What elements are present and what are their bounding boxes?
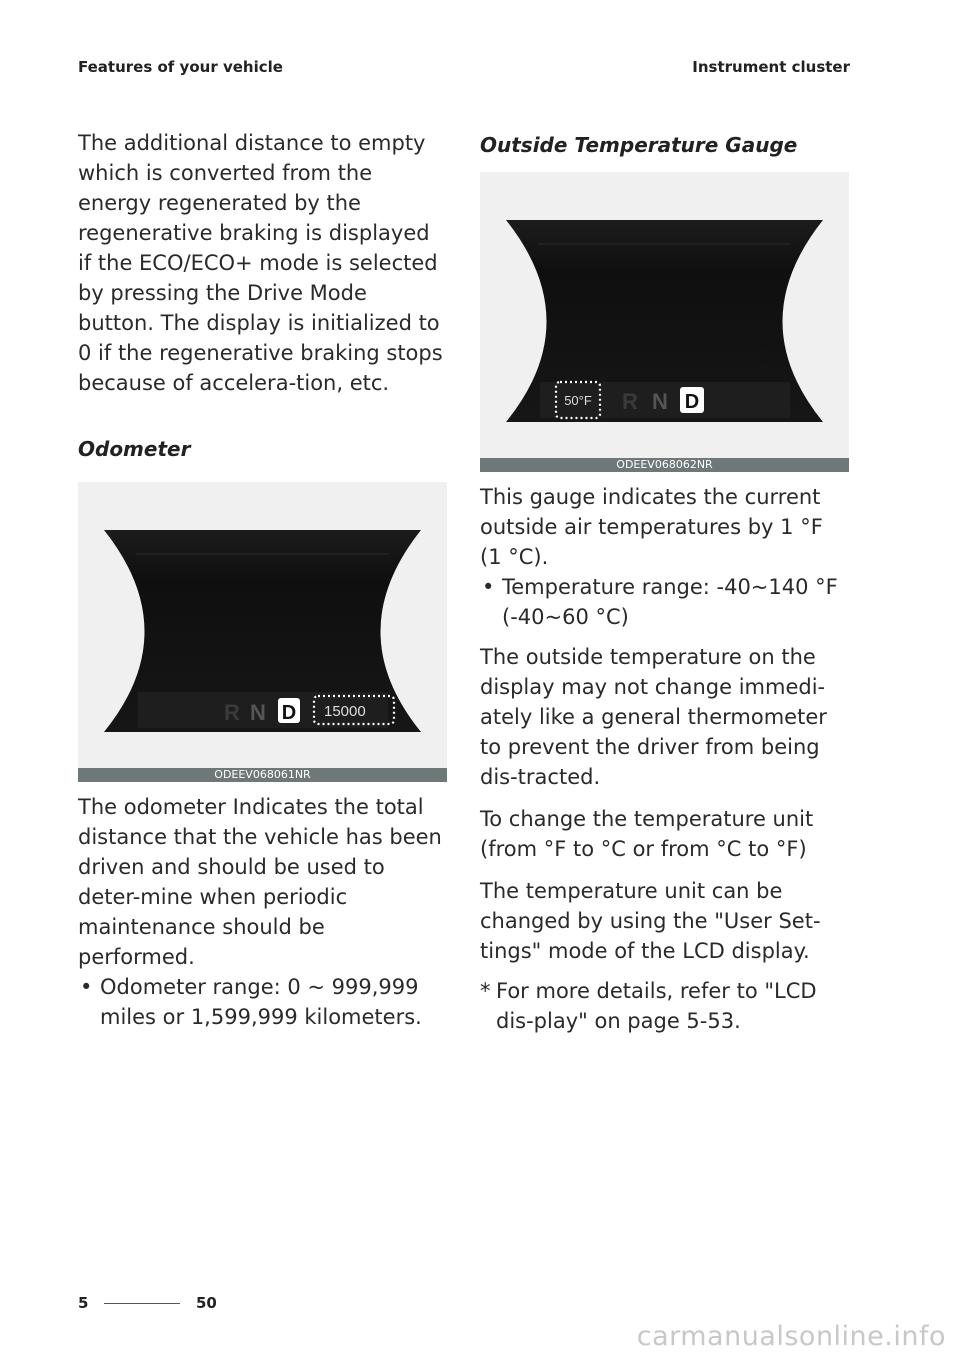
temperature-paragraph-3: To change the temperature unit (from °F to °C or from °C to °F): [480, 807, 814, 861]
left-column: [78, 128, 448, 1032]
temperature-cluster-image: [480, 172, 849, 458]
watermark: carmanualsonline.info: [636, 1321, 946, 1352]
temperature-gauge-heading: Outside Temperature Gauge: [480, 133, 798, 157]
odometer-figure-caption: ODEEV068061NR: [78, 768, 447, 782]
intro-paragraph: The additional distance to empty which is converted from the energy regenerated by the regenerative braking is displayed if the ECO/ECO+ mode is selected by pressing the Drive Mode button. The display is initialized to 0 if the regenerative braking stops because of accelera-tion, etc.: [78, 131, 443, 395]
odometer-readout: 15000: [324, 703, 366, 720]
footer-divider: [104, 1303, 180, 1304]
temperature-figure-caption: ODEEV068062NR: [480, 458, 849, 472]
odometer-figure: [78, 482, 448, 782]
temp-gear-d: D: [684, 391, 700, 413]
odo-gear-d: D: [281, 702, 297, 724]
running-header-section: Features of your vehicle: [78, 58, 283, 76]
odo-gear-n: N: [250, 700, 266, 725]
right-column: [480, 128, 850, 1036]
outside-temperature-readout: 50°F: [564, 393, 592, 408]
bullet-dot: •: [482, 575, 495, 599]
temperature-paragraph-1: This gauge indicates the current outside air temperatures by 1 °F (1 °C).: [480, 485, 823, 569]
odometer-cluster-image: [78, 482, 447, 768]
odometer-range-bullet: [78, 972, 448, 1032]
footer-chapter-number: 5: [78, 1294, 89, 1312]
odometer-heading: Odometer: [78, 437, 191, 461]
note-text: For more details, refer to "LCD dis-play" on page 5-53.: [496, 979, 817, 1033]
temperature-range-text: Temperature range: -40~140 °F (-40~60 °C): [502, 575, 838, 629]
temperature-range-bullet: [480, 572, 850, 632]
temp-gear-r: R: [622, 389, 638, 414]
temp-gear-n: N: [652, 389, 668, 414]
odometer-range-text: Odometer range: 0 ~ 999,999 miles or 1,599,999 kilometers.: [100, 975, 422, 1029]
odo-gear-r: R: [224, 700, 240, 725]
lcd-display-reference-note: [480, 976, 850, 1036]
temperature-paragraph-4: The temperature unit can be changed by using the "User Set-tings" mode of the LCD display.: [480, 879, 821, 963]
footer-page-number: 50: [196, 1294, 217, 1312]
temperature-paragraph-2: The outside temperature on the display may not change immedi-ately like a general thermometer to prevent the driver from being dis-tracted.: [480, 645, 827, 789]
odometer-paragraph: The odometer Indicates the total distance that the vehicle has been driven and should be used to deter-mine when periodic maintenance should be performed.: [78, 795, 442, 969]
note-asterisk: *: [480, 979, 491, 1003]
temperature-figure: [480, 172, 850, 472]
bullet-dot: •: [80, 975, 93, 999]
running-header-topic: Instrument cluster: [692, 58, 850, 76]
